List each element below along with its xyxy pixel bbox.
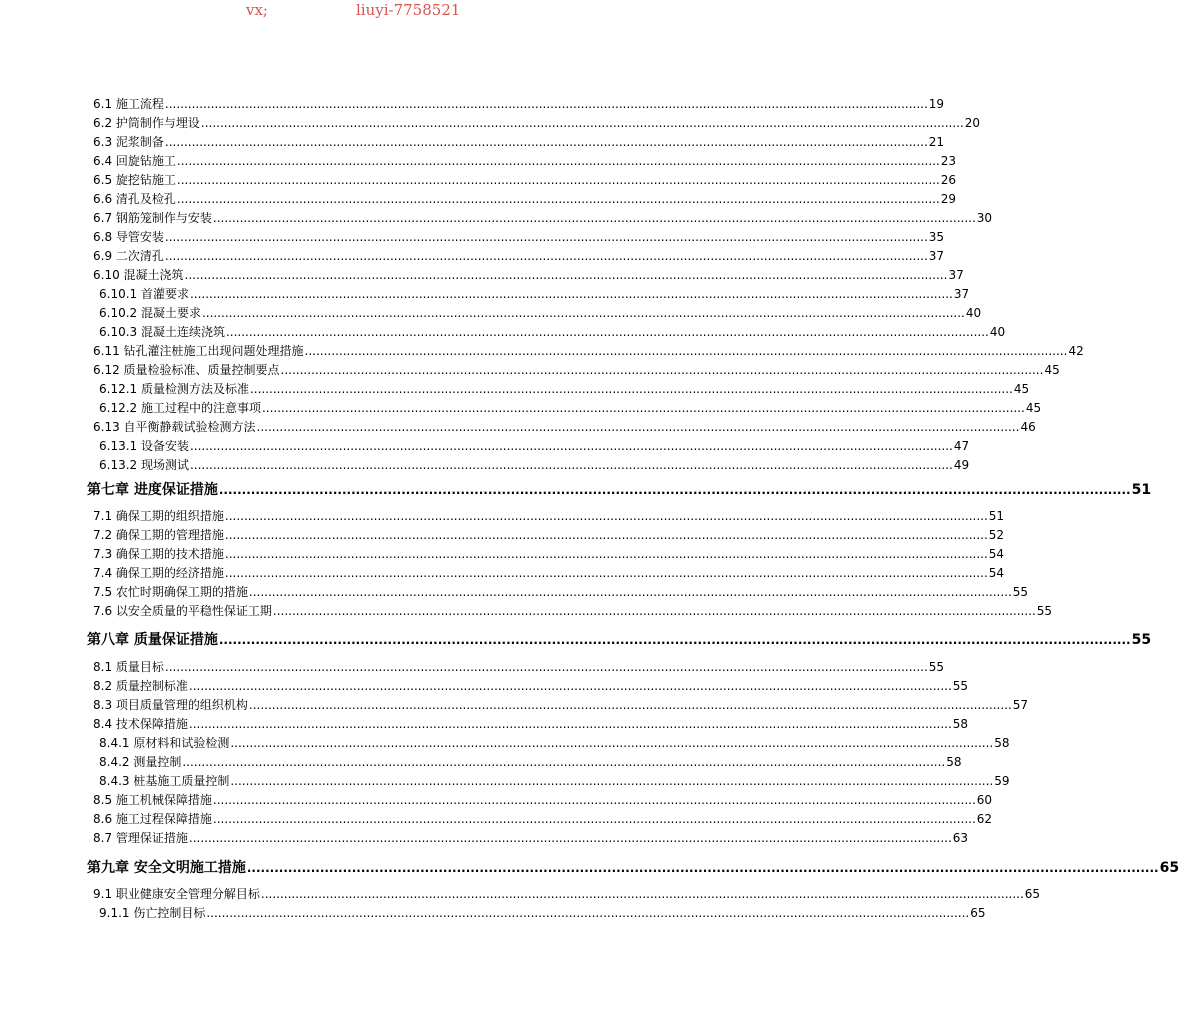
toc-leader-dots: ........................................................................................................................................................................................................ [218,633,1131,647]
toc-chapter[interactable] [87,476,1152,504]
toc-entry-page: 54 [988,547,1005,561]
toc-entry[interactable] [93,696,1029,715]
toc-leader-dots: ........................................................................................................................................................................................................ [200,116,964,130]
toc-entry[interactable] [93,658,945,677]
toc-entry-page: 65 [1159,860,1179,876]
toc-entry-label: 6.8 导管安装 [93,230,164,244]
toc-leader-dots: ........................................................................................................................................................................................................ [212,211,976,225]
toc-entry-page: 55 [928,660,945,674]
toc-entry[interactable] [99,456,970,475]
toc-entry-label: 第八章 质量保证措施 [87,632,218,648]
toc-leader-dots: ........................................................................................................................................................................................................ [249,382,1013,396]
toc-entry[interactable] [99,753,962,772]
toc-chapter[interactable] [87,854,1179,882]
toc-entry-page: 55 [1036,604,1053,618]
toc-leader-dots: ........................................................................................................................................................................................................ [188,679,952,693]
toc-entry-page: 30 [976,211,993,225]
toc-entry-label: 6.6 清孔及检孔 [93,192,176,206]
toc-entry-page: 54 [988,566,1005,580]
toc-leader-dots: ........................................................................................................................................................................................................ [256,420,1020,434]
toc-entry[interactable] [93,885,1041,904]
watermark [0,0,724,22]
toc-entry-label: 6.12 质量检验标准、质量控制要点 [93,363,280,377]
toc-entry-page: 58 [946,755,962,769]
toc-entry-page: 55 [1012,585,1029,599]
watermark-left: vx; [246,1,268,19]
toc-entry-page: 65 [1024,887,1041,901]
toc-entry-page: 55 [1131,632,1152,648]
toc-entry-label: 8.4.2 测量控制 [99,755,182,769]
toc-leader-dots: ........................................................................................................................................................................................................ [218,483,1131,497]
toc-entry-label: 6.12.1 质量检测方法及标准 [99,382,249,396]
toc-entry-label: 7.6 以安全质量的平稳性保证工期 [93,604,272,618]
toc-leader-dots: ........................................................................................................................................................................................................ [224,566,988,580]
toc-entry-label: 8.4.3 桩基施工质量控制 [99,774,230,788]
toc-leader-dots: ........................................................................................................................................................................................................ [184,268,948,282]
toc-leader-dots: ........................................................................................................................................................................................................ [164,249,928,263]
toc-entry-page: 57 [1012,698,1029,712]
toc-entry[interactable] [93,810,993,829]
toc-entry-label: 6.9 二次清孔 [93,249,164,263]
toc-entry-page: 20 [964,116,981,130]
toc-entry[interactable] [99,304,982,323]
toc-entry-label: 7.3 确保工期的技术措施 [93,547,224,561]
toc-entry[interactable] [99,380,1030,399]
toc-entry-label: 6.10.1 首灌要求 [99,287,189,301]
toc-entry-page: 37 [948,268,964,282]
toc-entry[interactable] [93,418,1036,437]
toc-entry-page: 37 [953,287,970,301]
toc-entry[interactable] [93,715,969,734]
watermark-right: liuyi-7758521 [356,1,461,19]
toc-leader-dots: ........................................................................................................................................................................................................ [164,97,928,111]
toc-entry-page: 42 [1068,344,1084,358]
toc-entry-label: 6.1 施工流程 [93,97,164,111]
toc-leader-dots: ........................................................................................................................................................................................................ [212,812,976,826]
toc-entry[interactable] [93,133,945,152]
toc-leader-dots: ........................................................................................................................................................................................................ [230,774,994,788]
toc-entry-page: 45 [1025,401,1042,415]
toc-entry-page: 40 [989,325,1006,339]
toc-entry-page: 21 [928,135,945,149]
toc-leader-dots: ........................................................................................................................................................................................................ [182,755,946,769]
toc-entry-page: 55 [952,679,969,693]
toc-entry-label: 8.5 施工机械保障措施 [93,793,212,807]
toc-leader-dots: ........................................................................................................................................................................................................ [176,173,940,187]
toc-entry-label: 6.13 自平衡静载试验检测方法 [93,420,256,434]
toc-entry-page: 47 [953,439,970,453]
toc-leader-dots: ........................................................................................................................................................................................................ [176,154,940,168]
toc-entry-page: 26 [940,173,957,187]
toc-entry-page: 46 [1020,420,1036,434]
toc-entry-label: 第九章 安全文明施工措施 [87,860,246,876]
toc-entry-page: 45 [1013,382,1030,396]
toc-entry[interactable] [99,904,986,923]
toc-chapter[interactable] [87,626,1152,654]
toc-leader-dots: ........................................................................................................................................................................................................ [176,192,940,206]
toc-entry-page: 65 [970,906,986,920]
toc-entry[interactable] [93,190,957,209]
toc-entry-page: 40 [965,306,982,320]
toc-entry-page: 35 [928,230,945,244]
toc-entry-label: 6.3 泥浆制备 [93,135,164,149]
toc-entry[interactable] [93,342,1084,361]
toc-entry-label: 6.12.2 施工过程中的注意事项 [99,401,261,415]
toc-entry[interactable] [99,734,1010,753]
toc-leader-dots: ........................................................................................................................................................................................................ [201,306,965,320]
toc-entry-label: 6.11 钻孔灌注桩施工出现问题处理措施 [93,344,304,358]
toc-leader-dots: ........................................................................................................................................................................................................ [206,906,970,920]
toc-leader-dots: ........................................................................................................................................................................................................ [248,698,1012,712]
toc-entry-label: 9.1.1 伤亡控制目标 [99,906,206,920]
toc-entry-page: 58 [952,717,969,731]
toc-entry-page: 63 [952,831,969,845]
toc-entry[interactable] [93,114,981,133]
toc-leader-dots: ........................................................................................................................................................................................................ [224,509,988,523]
toc-entry[interactable] [93,564,1005,583]
toc-entry[interactable] [99,437,970,456]
toc-entry[interactable] [93,95,945,114]
toc-entry[interactable] [99,772,1010,791]
toc-entry[interactable] [93,152,957,171]
toc-entry[interactable] [93,526,1005,545]
toc-entry-label: 6.4 回旋钻施工 [93,154,176,168]
toc-leader-dots: ........................................................................................................................................................................................................ [304,344,1068,358]
toc-leader-dots: ........................................................................................................................................................................................................ [280,363,1044,377]
toc-entry-label: 8.1 质量目标 [93,660,164,674]
toc-leader-dots: ........................................................................................................................................................................................................ [246,861,1159,875]
toc-entry[interactable] [93,209,993,228]
toc-leader-dots: ........................................................................................................................................................................................................ [188,831,952,845]
toc-entry-label: 7.4 确保工期的经济措施 [93,566,224,580]
toc-leader-dots: ........................................................................................................................................................................................................ [212,793,976,807]
toc-entry-label: 8.4.1 原材料和试验检测 [99,736,230,750]
toc-entry[interactable] [93,361,1060,380]
toc-entry-label: 6.13.2 现场测试 [99,458,189,472]
toc-entry[interactable] [93,247,945,266]
toc-entry[interactable] [93,677,969,696]
toc-leader-dots: ........................................................................................................................................................................................................ [189,287,953,301]
toc-leader-dots: ........................................................................................................................................................................................................ [189,458,953,472]
toc-leader-dots: ........................................................................................................................................................................................................ [261,401,1025,415]
toc-entry-label: 6.7 钢筋笼制作与安装 [93,211,212,225]
toc-leader-dots: ........................................................................................................................................................................................................ [272,604,1036,618]
toc-entry-page: 51 [1131,482,1152,498]
toc-entry-label: 6.13.1 设备安装 [99,439,189,453]
toc-entry[interactable] [99,285,970,304]
toc-leader-dots: ........................................................................................................................................................................................................ [225,325,989,339]
toc-entry-label: 6.5 旋挖钻施工 [93,173,176,187]
toc-entry[interactable] [99,323,1006,342]
toc-entry[interactable] [93,545,1005,564]
toc-leader-dots: ........................................................................................................................................................................................................ [164,660,928,674]
toc-entry-label: 7.2 确保工期的管理措施 [93,528,224,542]
toc-entry-label: 8.7 管理保证措施 [93,831,188,845]
toc-entry-label: 6.10.3 混凝土连续浇筑 [99,325,225,339]
toc-entry[interactable] [93,583,1029,602]
toc-entry-label: 6.10 混凝土浇筑 [93,268,184,282]
toc-leader-dots: ........................................................................................................................................................................................................ [164,230,928,244]
toc-entry-page: 23 [940,154,957,168]
toc-entry[interactable] [93,266,964,285]
toc-entry-label: 6.2 护筒制作与埋设 [93,116,200,130]
toc-entry-page: 58 [994,736,1010,750]
toc-entry-page: 29 [940,192,957,206]
toc-leader-dots: ........................................................................................................................................................................................................ [164,135,928,149]
toc-entry-page: 37 [928,249,945,263]
toc-entry-label: 8.3 项目质量管理的组织机构 [93,698,248,712]
toc-entry-label: 8.6 施工过程保障措施 [93,812,212,826]
toc-entry[interactable] [93,602,1053,621]
toc-entry-label: 第七章 进度保证措施 [87,482,218,498]
toc-leader-dots: ........................................................................................................................................................................................................ [248,585,1012,599]
toc-entry-page: 60 [976,793,993,807]
toc-entry-page: 59 [994,774,1010,788]
toc-leader-dots: ........................................................................................................................................................................................................ [188,717,952,731]
toc-entry[interactable] [93,171,957,190]
toc-entry-label: 8.4 技术保障措施 [93,717,188,731]
toc-entry-page: 19 [928,97,945,111]
toc-entry[interactable] [93,791,993,810]
toc-entry[interactable] [93,228,945,247]
toc-entry-label: 7.1 确保工期的组织措施 [93,509,224,523]
toc-entry[interactable] [99,399,1042,418]
toc-leader-dots: ........................................................................................................................................................................................................ [189,439,953,453]
toc-leader-dots: ........................................................................................................................................................................................................ [260,887,1024,901]
table-of-contents [0,95,1179,923]
toc-entry-label: 8.2 质量控制标准 [93,679,188,693]
toc-entry[interactable] [93,507,1005,526]
toc-entry-label: 9.1 职业健康安全管理分解目标 [93,887,260,901]
toc-entry-page: 45 [1044,363,1060,377]
toc-entry-page: 49 [953,458,970,472]
toc-leader-dots: ........................................................................................................................................................................................................ [230,736,994,750]
toc-entry-label: 6.10.2 混凝土要求 [99,306,201,320]
toc-entry-page: 62 [976,812,993,826]
toc-entry-page: 51 [988,509,1005,523]
toc-leader-dots: ........................................................................................................................................................................................................ [224,528,988,542]
toc-entry-page: 52 [988,528,1005,542]
toc-entry[interactable] [93,829,969,848]
toc-leader-dots: ........................................................................................................................................................................................................ [224,547,988,561]
toc-entry-label: 7.5 农忙时期确保工期的措施 [93,585,248,599]
